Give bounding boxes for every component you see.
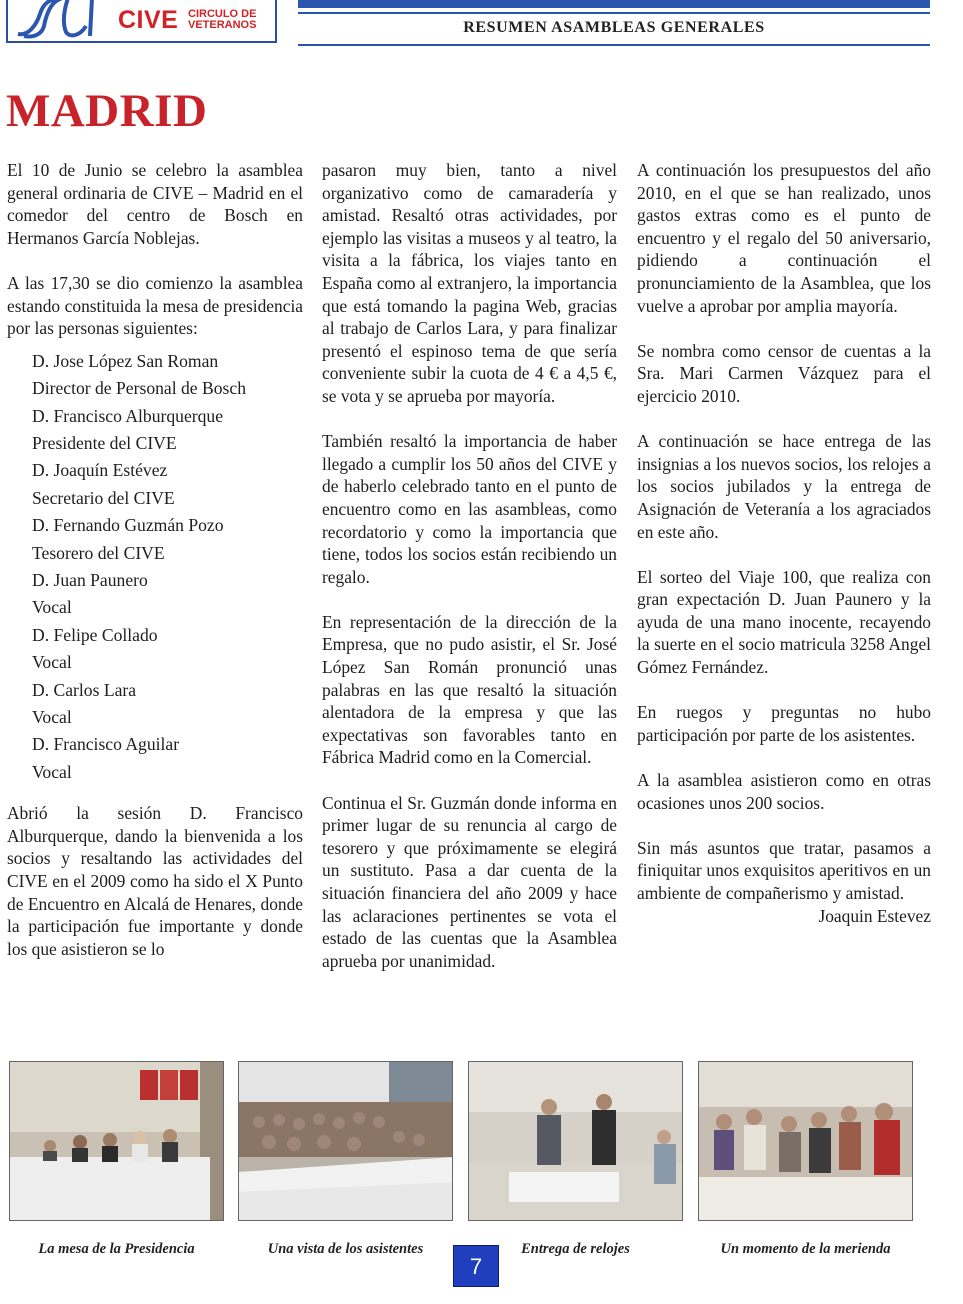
photo-caption: La mesa de la Presidencia <box>38 1241 195 1257</box>
author-signature: Joaquin Estevez <box>818 905 931 926</box>
board-member-name: D. Jose López San Roman <box>32 350 219 371</box>
board-member-role: Secretario del CIVE <box>32 487 175 508</box>
photo-attendees <box>238 1061 453 1221</box>
board-member-role: Vocal <box>32 597 72 618</box>
board-member-role: Vocal <box>32 707 72 728</box>
closing-paragraph: Sin más asuntos que tratar, pasamos a finiquitar unos exquisitos aperitivos en un ambiente de compañerismo y amistad. <box>637 837 931 903</box>
activities-paragraph: pasaron muy bien, tanto a nivel organizativo como de camaradería y amistad. Resaltó otras actividades, por ejemplo las visitas a museos y al teatro, la visita a la fábrica, los viajes tanto en España como al extranjero, la importancia que está tomando la pagina Web, gracias al trabajo de Carlos Lara, y para finalizar presentó el espinoso tema de que sería conveniente subir la cuota de 4 € a 4,5 €, se vota y se aprueba por mayoría. <box>322 160 617 406</box>
article-column-3 <box>637 159 931 927</box>
board-member-name: D. Fernando Guzmán Pozo <box>32 515 224 536</box>
logo-subtitle-line1: CIRCULO DE <box>188 8 257 20</box>
photo-watch-handover <box>468 1061 683 1221</box>
board-member-role: Tesorero del CIVE <box>32 542 165 563</box>
logo-subtitle-line2: VETERANOS <box>188 19 257 31</box>
insignia-paragraph: A continuación se hace entrega de las insignias a los nuevos socios, los relojes a los socios jubilados y la entrega de Asignación de Veteranía a los agraciados en este año. <box>637 431 931 542</box>
photo-caption: Una vista de los asistentes <box>267 1241 424 1257</box>
questions-paragraph: En ruegos y preguntas no hubo participación por parte de los asistentes. <box>637 702 931 745</box>
logo-swirl-icon <box>10 0 110 40</box>
header-bar <box>298 0 930 8</box>
logo-subtitle <box>188 9 256 31</box>
photo-watch-icon <box>469 1062 683 1221</box>
company-paragraph: En representación de la dirección de la Empresa, que no pudo asistir, el Sr. José López San Román pronunció unas palabras en las que resaltó la situación alentadora de la empresa y que las expectativas son favorables tanto en Fábrica Madrid como en la Comercial. <box>322 611 617 768</box>
board-member-name: D. Felipe Collado <box>32 624 158 645</box>
auditor-paragraph: Se nombra como censor de cuentas a la Sra. Mari Carmen Vázquez para el ejercicio 2010. <box>637 340 931 406</box>
board-member-role: Presidente del CIVE <box>32 432 177 453</box>
board-member-role: Vocal <box>32 652 72 673</box>
budget-paragraph: A continuación los presupuestos del año 2010, en el que se han realizado, unos gastos extras como es el punto de encuentro y el regalo del 50 aniversario, pidiendo a continuación el pronunciamiento de la Asamblea, que los vuelve a aprobar por amplia mayoría. <box>637 160 931 316</box>
attendance-paragraph: A la asamblea asistieron como en otras ocasiones unos 200 socios. <box>637 770 931 813</box>
intro-paragraph-2: A las 17,30 se dio comienzo la asamblea estando constituida la mesa de presidencia por las personas siguientes: <box>7 272 303 339</box>
board-member-name: D. Juan Paunero <box>32 570 148 590</box>
photo-attendees-icon <box>239 1062 453 1221</box>
board-member-role: Vocal <box>32 761 72 782</box>
board-member-role: Director de Personal de Bosch <box>32 378 246 399</box>
header-rule <box>298 44 930 46</box>
treasurer-paragraph: Continua el Sr. Guzmán donde informa en primer lugar de su renuncia al cargo de tesorero y que próximamente se elegirá un sustituto. Pasa a dar cuenta de la situación financiera del año 2009 y hace las aclaraciones pertinentes se vota el estado de las cuentas que la Asamblea aprueba por unanimidad. <box>322 792 617 971</box>
board-member-name: D. Francisco Aguilar <box>32 734 180 755</box>
photo-presidency-table <box>9 1061 224 1221</box>
board-member-name: D. Carlos Lara <box>32 679 137 700</box>
photo-caption: Un momento de la merienda <box>720 1241 891 1257</box>
article-column-1 <box>7 159 303 960</box>
board-member-name: D. Joaquín Estévez <box>32 460 168 481</box>
photo-presidency-icon <box>10 1062 224 1221</box>
board-list <box>7 348 303 787</box>
header-bar-thin <box>298 12 930 14</box>
article-column-2 <box>322 159 617 972</box>
intro-paragraph: El 10 de Junio se celebro la asamblea general ordinaria de CIVE – Madrid en el comedor del centro de Bosch en Hermanos García Noblejas. <box>7 160 303 248</box>
photo-snack-icon <box>699 1062 913 1221</box>
anniversary-paragraph: También resaltó la importancia de haber llegado a cumplir los 50 años del CIVE y de haberlo celebrado tanto en el punto de encuentro como en las asambleas, como recordatorio y como la importancia que tiene, todos los socios están recibiendo un regalo. <box>322 431 617 587</box>
section-title: RESUMEN ASAMBLEAS GENERALES <box>463 19 765 36</box>
board-member-name: D. Francisco Alburquerque <box>32 405 224 426</box>
page-title: MADRID <box>6 85 208 137</box>
page-number: 7 <box>453 1245 499 1287</box>
raffle-paragraph: El sorteo del Viaje 100, que realiza con gran expectación D. Juan Paunero y la ayuda de una mano inocente, recayendo la suerte en el socio matricula 3258 Angel Gómez Fernández. <box>637 566 931 678</box>
photo-caption: Entrega de relojes <box>521 1241 630 1257</box>
logo-text: CIVE <box>118 6 179 34</box>
photo-snack <box>698 1061 913 1221</box>
opening-paragraph: Abrió la sesión D. Francisco Alburquerque, dando la bienvenida a los socios y resaltando las actividades del CIVE en el 2009 como ha sido el X Punto de Encuentro en Alcalá de Henares, donde la participación fue importante y donde los que asistieron se lo <box>7 803 303 959</box>
